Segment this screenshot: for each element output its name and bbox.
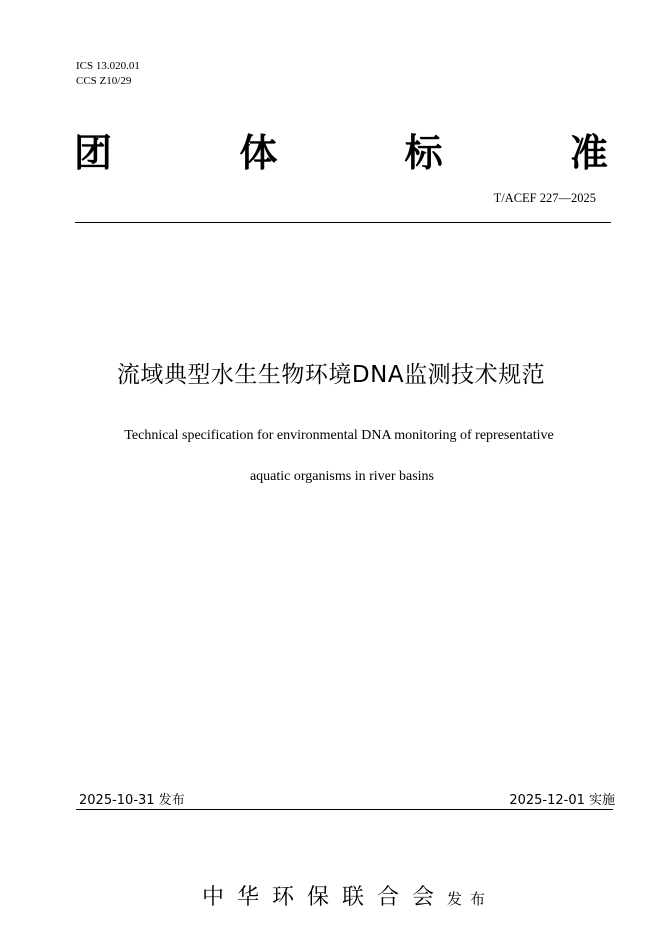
- english-title-line-1: Technical specification for environmental DNA monitoring of representative: [124, 428, 554, 443]
- publisher-line: [0, 880, 662, 911]
- document-number: T/ACEF 227—2025: [493, 191, 596, 205]
- top-divider: [75, 222, 611, 223]
- bottom-divider: [76, 809, 613, 810]
- english-title-line-2: aquatic organisms in river basins: [249, 469, 435, 484]
- chinese-title: 流域典型水生生物环境DNA监测技术规范: [116, 362, 546, 388]
- publish-date: 2025-10-31 发布: [79, 793, 185, 808]
- title-char: 准: [569, 131, 608, 175]
- title-char: 体: [239, 131, 278, 175]
- ics-code: ICS 13.020.01: [76, 60, 140, 72]
- ccs-code: CCS Z10/29: [76, 75, 132, 87]
- publisher-name: 中华环保联合会: [201, 884, 447, 909]
- title-char: 团: [74, 131, 113, 175]
- publish-label: 发布: [447, 892, 494, 908]
- title-char: 标: [404, 131, 443, 175]
- standard-type-title: [74, 130, 608, 176]
- effective-date: 2025-12-01 实施: [509, 793, 615, 808]
